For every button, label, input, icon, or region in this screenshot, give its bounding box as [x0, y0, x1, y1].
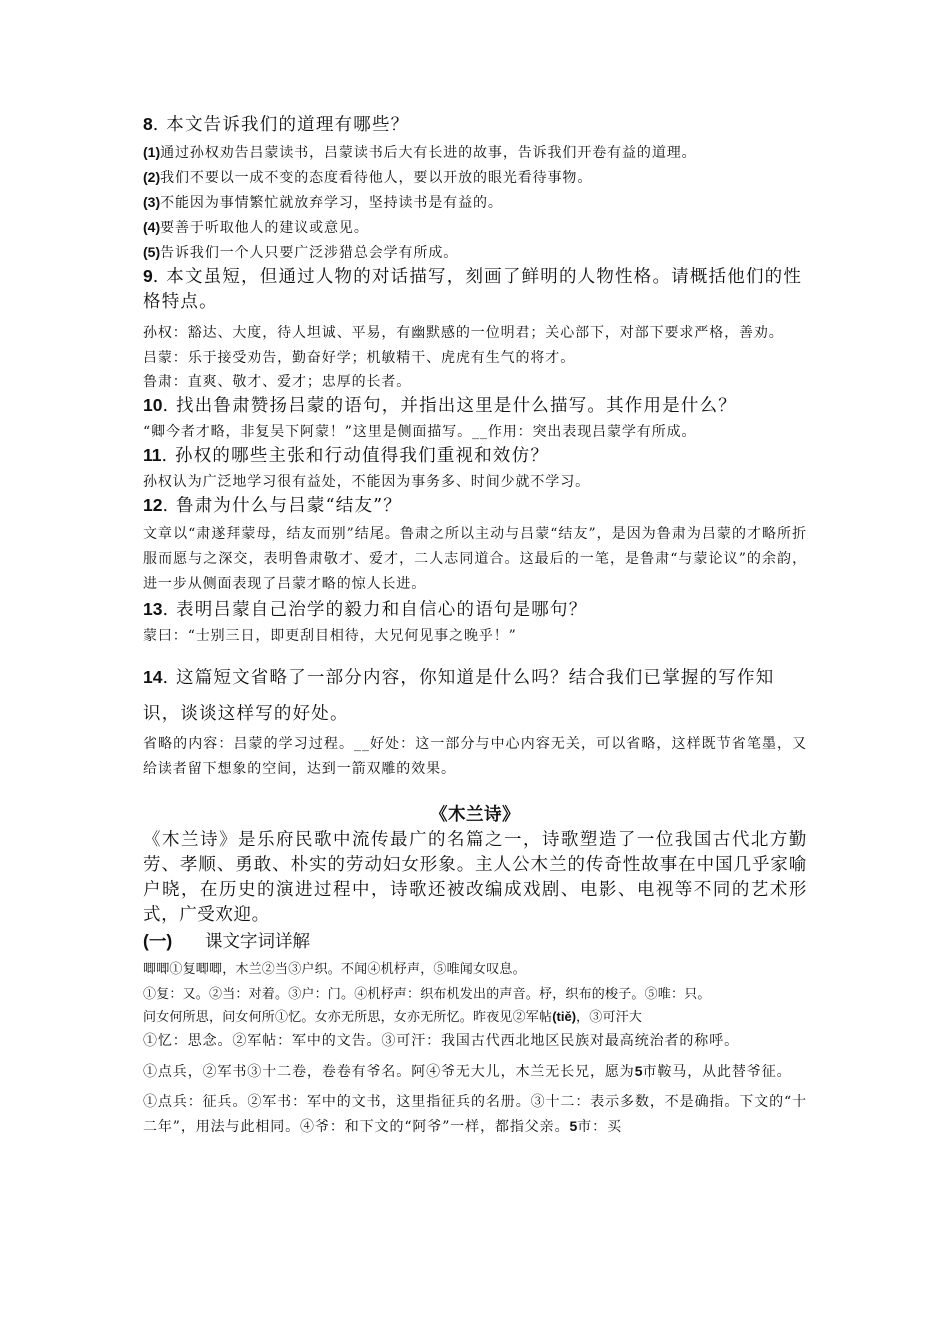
poem-line-2: 问女何所思，问女何所①忆。女亦无所思，女亦无所忆。昨夜见②军帖(tiě)，③可汗大 [143, 1009, 643, 1025]
document-page [143, 106, 807, 1139]
poem-title: 《木兰诗》 [430, 805, 520, 825]
question-13: 13. 表明吕蒙自己治学的毅力和自信心的语句是哪句？ [143, 599, 588, 620]
section-heading [143, 928, 807, 955]
question-10: 10. 找出鲁肃赞扬吕蒙的语句，并指出这里是什么描写。其作用是什么？ [143, 395, 737, 416]
answer-8-2: (2)我们不要以一成不变的态度看待他人，要以开放的眼光看待事物。 [143, 169, 593, 186]
question-9: 9. 本文虽短，但通过人物的对话描写，刻画了鲜明的人物性格。请概括他们的性格特点。 [143, 266, 803, 312]
question-14: 14. 这篇短文省略了一部分内容，你知道是什么吗？结合我们已掌握的写作知识，谈谈这样写的好处。 [143, 667, 775, 724]
answer-12: 文章以“肃遂拜蒙母，结友而别”结尾。鲁肃之所以主动与吕蒙“结友”，是因为鲁肃为吕蒙的才略所折服而愿与之深交，表明鲁肃敬才、爱才，二人志同道合。这最后的一笔，是鲁肃“与蒙论议”的余韵，进一步从侧面表现了吕蒙才略的惊人长进。 [143, 526, 807, 592]
answer-10: “卿今者才略，非复吴下阿蒙！”这里是侧面描写。__作用：突出表现吕蒙学有所成。 [143, 424, 697, 440]
answer-8-1: (1)通过孙权劝告吕蒙读书，吕蒙读书后大有长进的故事，告诉我们开卷有益的道理。 [143, 144, 697, 161]
answer-13: 蒙曰：“士别三日，即更刮目相待，大兄何见事之晚乎！” [143, 628, 517, 644]
poem-line-3: ①点兵，②军书③十二卷，卷卷有爷名。阿④爷无大儿，木兰无长兄，愿为5市鞍马，从此替爷征。 [143, 1063, 792, 1080]
answer-9-lusu: 鲁肃：直爽、敬才、爱才；忠厚的长者。 [143, 374, 412, 390]
answer-8-4: (4)要善于听取他人的建议或意见。 [143, 219, 369, 236]
note-line-1: ①复：又。②当：对着。③户：门。④机杼声：织布机发出的声音。杼，织布的梭子。⑤唯：只。 [143, 987, 711, 1002]
question-8: 8. 本文告诉我们的道理有哪些？ [143, 114, 410, 135]
answer-8-5: (5)告诉我们一个人只要广泛涉猎总会学有所成。 [143, 244, 459, 261]
answer-11: 孙权认为广泛地学习很有益处，不能因为事务多、时间少就不学习。 [143, 474, 590, 490]
answer-8-3: (3)不能因为事情繁忙就放弃学习，坚持读书是有益的。 [143, 194, 503, 211]
section-marker: (一) [143, 931, 173, 951]
question-11: 11. 孙权的哪些主张和行动值得我们重视和效仿？ [143, 445, 550, 466]
poem-line-1: 唧唧①复唧唧，木兰②当③户织。不闻④机杼声，⑤唯闻女叹息。 [143, 962, 526, 977]
note-line-3: ①点兵：征兵。②军书：军中的文书，这里指征兵的名册。③十二：表示多数，不是确指。下文的“十二年”，用法与此相同。④爷：和下文的“阿爷”一样，都指父亲。5市：买 [143, 1094, 807, 1135]
section-title: 课文字词详解 [205, 932, 310, 952]
note-line-2: ①忆：思念。②军帖：军中的文告。③可汗：我国古代西北地区民族对最高统治者的称呼。 [143, 1033, 739, 1049]
answer-14: 省略的内容：吕蒙的学习过程。__好处：这一部分与中心内容无关，可以省略，这样既节省笔墨，又给读者留下想象的空间，达到一箭双雕的效果。 [143, 736, 807, 777]
answer-9-sunquan: 孙权：豁达、大度，待人坦诚、平易，有幽默感的一位明君；关心部下，对部下要求严格，善劝。 [143, 325, 784, 341]
answer-9-lvmeng: 吕蒙：乐于接受劝告，勤奋好学；机敏精干、虎虎有生气的将才。 [143, 350, 576, 366]
poem-intro: 《木兰诗》是乐府民歌中流传最广的名篇之一，诗歌塑造了一位我国古代北方勤劳、孝顺、勇敢、朴实的劳动妇女形象。主人公木兰的传奇性故事在中国几乎家喻户晓，在历史的演进过程中，诗歌还被改编成戏剧、电影、电视等不同的艺术形式，广受欢迎。 [143, 830, 807, 925]
question-12: 12. 鲁肃为什么与吕蒙“结友”？ [143, 495, 402, 516]
